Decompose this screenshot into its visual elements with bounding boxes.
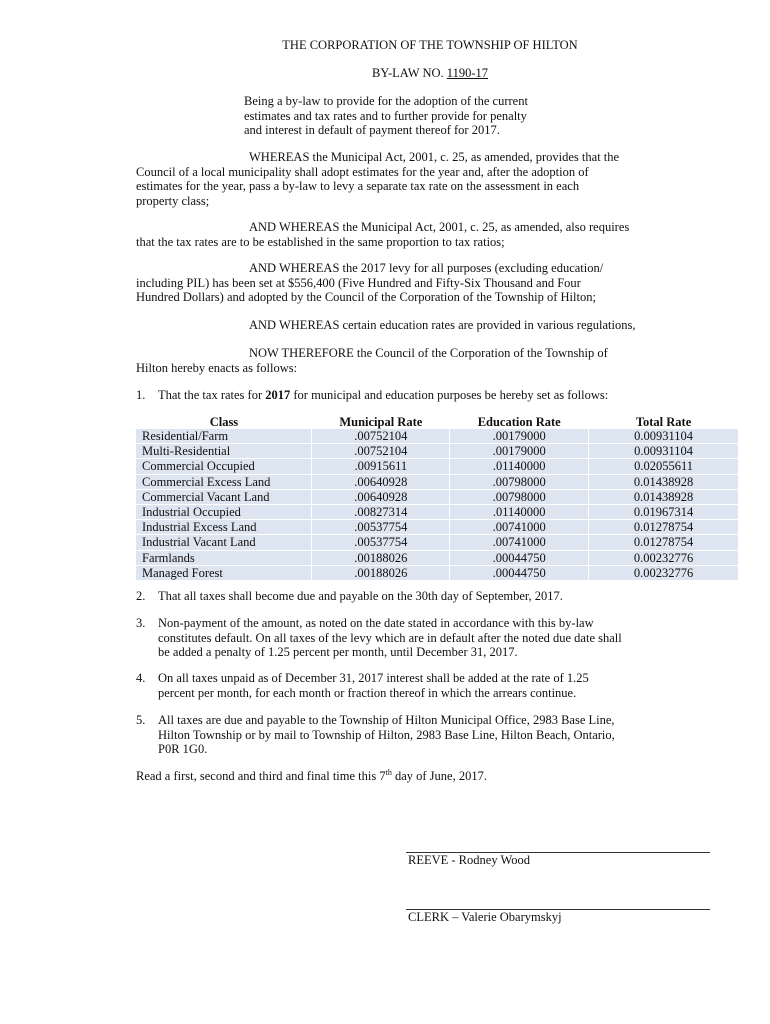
table-row (136, 550, 739, 565)
municipal-rate-cell: .00827314 (312, 504, 450, 519)
municipal-rate-cell: .00640928 (312, 474, 450, 489)
municipal-rate-cell: .00188026 (312, 550, 450, 565)
reeve-signature-label: REEVE - Rodney Wood (408, 853, 531, 867)
table-row (136, 474, 739, 489)
municipal-rate-cell: .00752104 (312, 444, 450, 459)
whereas-1-first: WHEREAS the Municipal Act, 2001, c. 25, as amended, provides that the (249, 150, 620, 164)
whereas-2-line: that the tax rates are to be established in the same proportion to tax ratios; (136, 234, 505, 249)
corporation-title: THE CORPORATION OF THE TOWNSHIP OF HILTON (282, 38, 578, 52)
whereas-municipal-act (136, 150, 696, 208)
whereas-1-line: Council of a local municipality shall adopt estimates for the year and, after the adoption of (136, 164, 589, 179)
total-rate-cell: 0.00232776 (589, 565, 739, 580)
class-cell: Industrial Vacant Land (136, 535, 312, 550)
municipal-rate-cell: .00537754 (312, 520, 450, 535)
item-5 (136, 713, 736, 757)
item-1-number: 1. (136, 388, 146, 402)
whereas-education-rates (136, 318, 736, 333)
column-header-total-rate: Total Rate (589, 415, 739, 429)
item-1-before: That the tax rates for (158, 388, 266, 402)
item-5-line: P0R 1G0. (158, 742, 208, 756)
clerk-signature-label: CLERK – Valerie Obarymskyj (408, 910, 562, 924)
education-rate-cell: .01140000 (450, 459, 589, 474)
column-header-education-rate: Education Rate (450, 415, 589, 429)
total-rate-cell: 0.02055611 (589, 459, 739, 474)
class-cell: Industrial Excess Land (136, 520, 312, 535)
class-cell: Commercial Vacant Land (136, 489, 312, 504)
item-5-line: All taxes are due and payable to the Township of Hilton Municipal Office, 2983 Base Line, (158, 713, 615, 727)
item-2 (136, 589, 736, 604)
whereas-3-line: including PIL) has been set at $556,400 (Five Hundred and Fifty-Six Thousand and Four (136, 275, 581, 290)
reading-sup: th (385, 767, 392, 777)
table-row (136, 565, 739, 580)
item-4-line: percent per month, for each month or fraction thereof in which the arrears continue. (158, 685, 577, 700)
whereas-1-line: property class; (136, 193, 210, 208)
class-cell: Multi-Residential (136, 444, 312, 459)
total-rate-cell: 0.00232776 (589, 550, 739, 565)
item-3-line: constitutes default. On all taxes of the levy which are in default after the noted due date shall (158, 630, 622, 645)
total-rate-cell: 0.01438928 (589, 489, 739, 504)
column-header-class: Class (136, 415, 312, 429)
education-rate-cell: .00798000 (450, 474, 589, 489)
total-rate-cell: 0.00931104 (589, 429, 739, 444)
purpose-line: estimates and tax rates and to further provide for penalty (244, 108, 527, 123)
education-rate-cell: .01140000 (450, 504, 589, 519)
reading-after: day of June, 2017. (391, 769, 487, 783)
municipal-rate-cell: .00537754 (312, 535, 450, 550)
bylaw-number-value: 1190-17 (446, 66, 488, 80)
education-rate-cell: .00741000 (450, 535, 589, 550)
education-rate-cell: .00798000 (450, 489, 589, 504)
municipal-rate-cell: .00188026 (312, 565, 450, 580)
item-1 (136, 388, 736, 403)
table-header-row (136, 415, 739, 429)
total-rate-cell: 0.01438928 (589, 474, 739, 489)
total-rate-cell: 0.01278754 (589, 520, 739, 535)
item-4-number: 4. (136, 671, 146, 685)
item-3-line: be added a penalty of 1.25 percent per month, until December 31, 2017. (158, 645, 518, 659)
item-5-number: 5. (136, 713, 146, 727)
whereas-levy (136, 261, 696, 305)
item-3 (136, 616, 736, 660)
item-4-line: On all taxes unpaid as of December 31, 2017 interest shall be added at the rate of 1.25 (158, 671, 589, 685)
total-rate-cell: 0.01278754 (589, 535, 739, 550)
education-rate-cell: .00741000 (450, 520, 589, 535)
purpose-line: Being a by-law to provide for the adoption of the current (244, 94, 528, 108)
reading-statement (136, 769, 736, 784)
tax-rates-table (136, 415, 739, 581)
item-2-text: That all taxes shall become due and payable on the 30th day of September, 2017. (158, 589, 563, 603)
item-5-line: Hilton Township or by mail to Township of Hilton, 2983 Base Line, Hilton Beach, Ontario, (158, 727, 615, 742)
reading-before: Read a first, second and third and final time this 7 (136, 769, 386, 783)
class-cell: Residential/Farm (136, 429, 312, 444)
now-therefore (136, 346, 696, 375)
bylaw-number (0, 66, 770, 81)
table-row (136, 489, 739, 504)
bylaw-prefix: BY-LAW NO. (371, 66, 447, 80)
table-row (136, 444, 739, 459)
column-header-municipal-rate: Municipal Rate (312, 415, 450, 429)
item-4 (136, 671, 736, 700)
education-rate-cell: .00044750 (450, 565, 589, 580)
bylaw-purpose (244, 94, 604, 138)
municipal-rate-cell: .00915611 (312, 459, 450, 474)
table-row (136, 535, 739, 550)
total-rate-cell: 0.00931104 (589, 444, 739, 459)
education-rate-cell: .00179000 (450, 444, 589, 459)
total-rate-cell: 0.01967314 (589, 504, 739, 519)
class-cell: Farmlands (136, 550, 312, 565)
whereas-3-first: AND WHEREAS the 2017 levy for all purposes (excluding education/ (249, 261, 604, 275)
table-row (136, 429, 739, 444)
item-3-line: Non-payment of the amount, as noted on the date stated in accordance with this by-law (158, 616, 594, 630)
now-therefore-first: NOW THEREFORE the Council of the Corporation of the Township of (249, 346, 608, 360)
whereas-2-first: AND WHEREAS the Municipal Act, 2001, c. 25, as amended, also requires (249, 220, 630, 234)
now-therefore-line: Hilton hereby enacts as follows: (136, 360, 298, 375)
class-cell: Commercial Occupied (136, 459, 312, 474)
whereas-4-first: AND WHEREAS certain education rates are provided in various regulations, (249, 318, 636, 332)
municipal-rate-cell: .00640928 (312, 489, 450, 504)
item-1-after: for municipal and education purposes be hereby set as follows: (290, 388, 609, 402)
item-3-number: 3. (136, 616, 146, 630)
item-2-number: 2. (136, 589, 146, 603)
class-cell: Managed Forest (136, 565, 312, 580)
purpose-line: and interest in default of payment thereof for 2017. (244, 123, 500, 137)
item-1-year: 2017 (265, 388, 291, 402)
municipal-rate-cell: .00752104 (312, 429, 450, 444)
table-row (136, 504, 739, 519)
table-row (136, 459, 739, 474)
class-cell: Industrial Occupied (136, 504, 312, 519)
table-row (136, 520, 739, 535)
education-rate-cell: .00044750 (450, 550, 589, 565)
whereas-tax-ratios (136, 220, 696, 249)
whereas-3-line: Hundred Dollars) and adopted by the Council of the Corporation of the Township of Hilton; (136, 290, 596, 304)
education-rate-cell: .00179000 (450, 429, 589, 444)
whereas-1-line: estimates for the year, pass a by-law to levy a separate tax rate on the assessment in each (136, 179, 580, 193)
class-cell: Commercial Excess Land (136, 474, 312, 489)
